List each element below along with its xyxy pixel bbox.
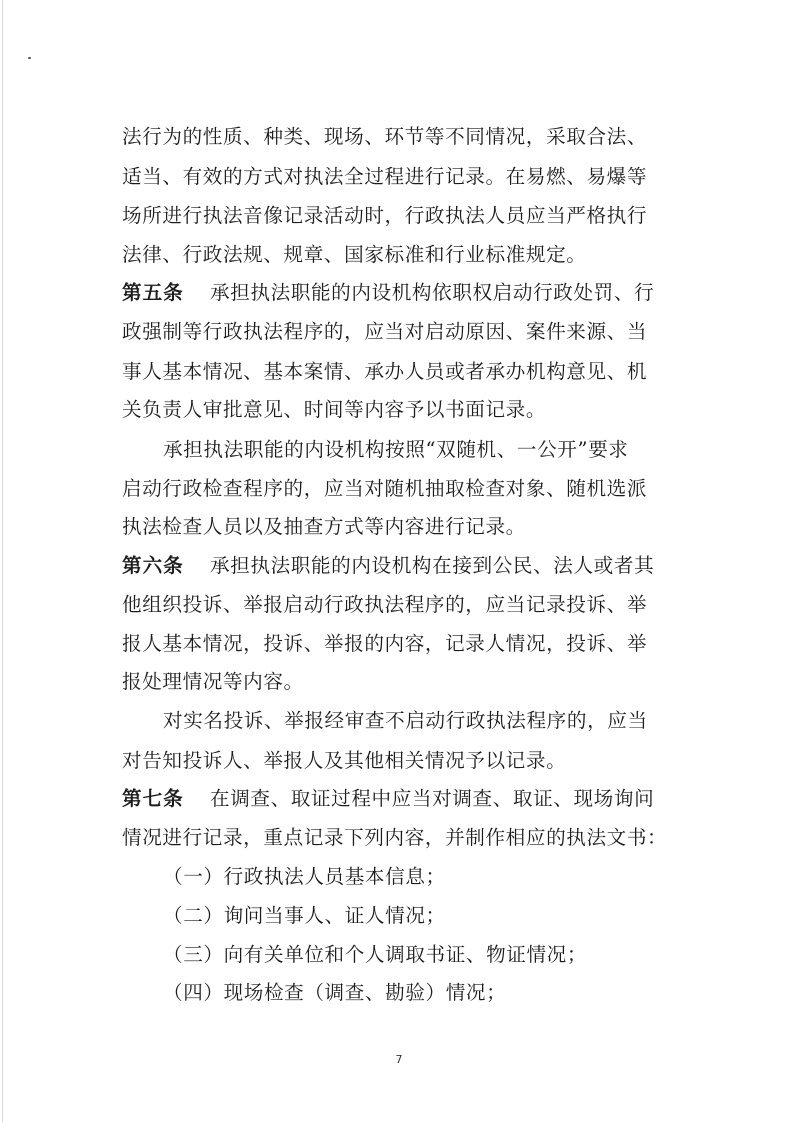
- list-item: （三）向有关单位和个人调取书证、物证情况；: [163, 943, 588, 966]
- article-heading: 第七条: [122, 787, 184, 810]
- scan-edge-line: [2, 0, 3, 1122]
- text-line: 事人基本情况、基本案情、承办人员或者承办机构意见、机: [122, 360, 648, 383]
- text-line: 对告知投诉人、举报人及其他相关情况予以记录。: [122, 749, 567, 772]
- list-item: （一）行政执法人员基本信息；: [163, 865, 446, 888]
- article-7-first-line: 第七条 在调查、取证过程中应当对调查、取证、现场询问: [122, 787, 655, 810]
- text-line: 他组织投诉、举报启动行政执法程序的，应当记录投诉、举: [122, 593, 648, 616]
- scan-speck: [28, 57, 31, 59]
- list-item: （二）询问当事人、证人情况；: [163, 904, 446, 927]
- page-number: 7: [395, 1053, 403, 1066]
- text-line: 承担执法职能的内设机构按照“双随机、一公开”要求: [163, 438, 629, 461]
- article-5-first-line: 第五条 承担执法职能的内设机构依职权启动行政处罚、行: [122, 281, 655, 304]
- article-6-first-line: 第六条 承担执法职能的内设机构在接到公民、法人或者其: [122, 554, 655, 577]
- text-line: 对实名投诉、举报经审查不启动行政执法程序的，应当: [163, 709, 648, 732]
- text-line: 报处理情况等内容。: [122, 670, 304, 693]
- text-line: 执法检查人员以及抽查方式等内容进行记录。: [122, 515, 526, 538]
- article-heading: 第五条: [122, 281, 184, 304]
- text-line: 政强制等行政执法程序的，应当对启动原因、案件来源、当: [122, 320, 648, 343]
- text-line: 关负责人审批意见、时间等内容予以书面记录。: [122, 398, 547, 421]
- text-line: 场所进行执法音像记录活动时，行政执法人员应当严格执行: [122, 204, 648, 227]
- text-line: 法律、行政法规、规章、国家标准和行业标准规定。: [122, 243, 587, 266]
- text-line: 情况进行记录，重点记录下列内容，并制作相应的执法文书：: [122, 826, 668, 849]
- article-heading: 第六条: [122, 554, 184, 577]
- text-line: 启动行政检查程序的，应当对随机抽取检查对象、随机选派: [122, 477, 648, 500]
- list-item: （四）现场检查（调查、勘验）情况；: [163, 981, 507, 1004]
- text-line: 适当、有效的方式对执法全过程进行记录。在易燃、易爆等: [122, 165, 648, 188]
- text-line: 法行为的性质、种类、现场、环节等不同情况，采取合法、: [122, 125, 648, 148]
- text-line: 报人基本情况，投诉、举报的内容，记录人情况，投诉、举: [122, 632, 648, 655]
